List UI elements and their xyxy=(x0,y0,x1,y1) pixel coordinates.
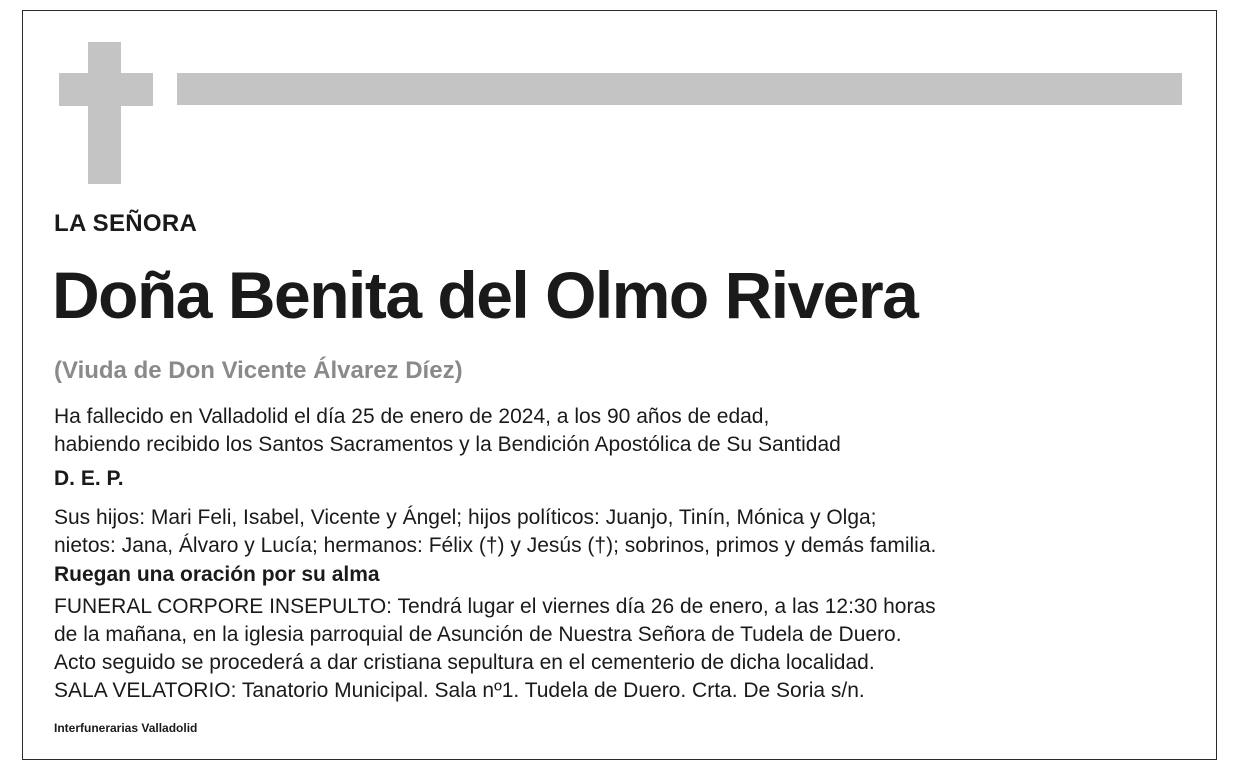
announcement-line: habiendo recibido los Santos Sacramentos y la Bendición Apostólica de Su Santidad xyxy=(54,433,841,456)
details-line: FUNERAL CORPORE INSEPULTO: Tendrá lugar el viernes día 26 de enero, a las 12:30 horas xyxy=(54,595,936,618)
cross-icon-vertical-bar xyxy=(88,42,121,184)
announcement-line: Ha fallecido en Valladolid el día 25 de enero de 2024, a los 90 años de edad, xyxy=(54,405,770,428)
dep-label: D. E. P. xyxy=(54,467,124,490)
details-line: de la mañana, en la iglesia parroquial de Asunción de Nuestra Señora de Tudela de Duero. xyxy=(54,623,902,646)
funeral-home-credit: Interfunerarias Valladolid xyxy=(54,721,198,735)
cross-icon-horizontal-bar xyxy=(59,73,153,106)
family-line: Sus hijos: Mari Feli, Isabel, Vicente y Ángel; hijos políticos: Juanjo, Tinín, Mónica y Olga; xyxy=(54,506,877,529)
family-text xyxy=(54,504,1204,560)
details-line: SALA VELATORIO: Tanatorio Municipal. Sala nº1. Tudela de Duero. Crta. De Soria s/n. xyxy=(54,679,865,702)
prayer-request: Ruegan una oración por su alma xyxy=(54,563,380,586)
announcement-text xyxy=(54,403,1204,459)
funeral-details xyxy=(54,593,1204,705)
deceased-name: Doña Benita del Olmo Rivera xyxy=(52,258,918,332)
header-rule xyxy=(177,73,1182,105)
details-line: Acto seguido se procederá a dar cristiana sepultura en el cementerio de dicha localidad. xyxy=(54,651,875,674)
family-line: nietos: Jana, Álvaro y Lucía; hermanos: Félix (†) y Jesús (†); sobrinos, primos y demás familia. xyxy=(54,534,937,557)
intro-label: LA SEÑORA xyxy=(54,210,198,237)
widow-subtitle: (Viuda de Don Vicente Álvarez Díez) xyxy=(54,357,463,384)
